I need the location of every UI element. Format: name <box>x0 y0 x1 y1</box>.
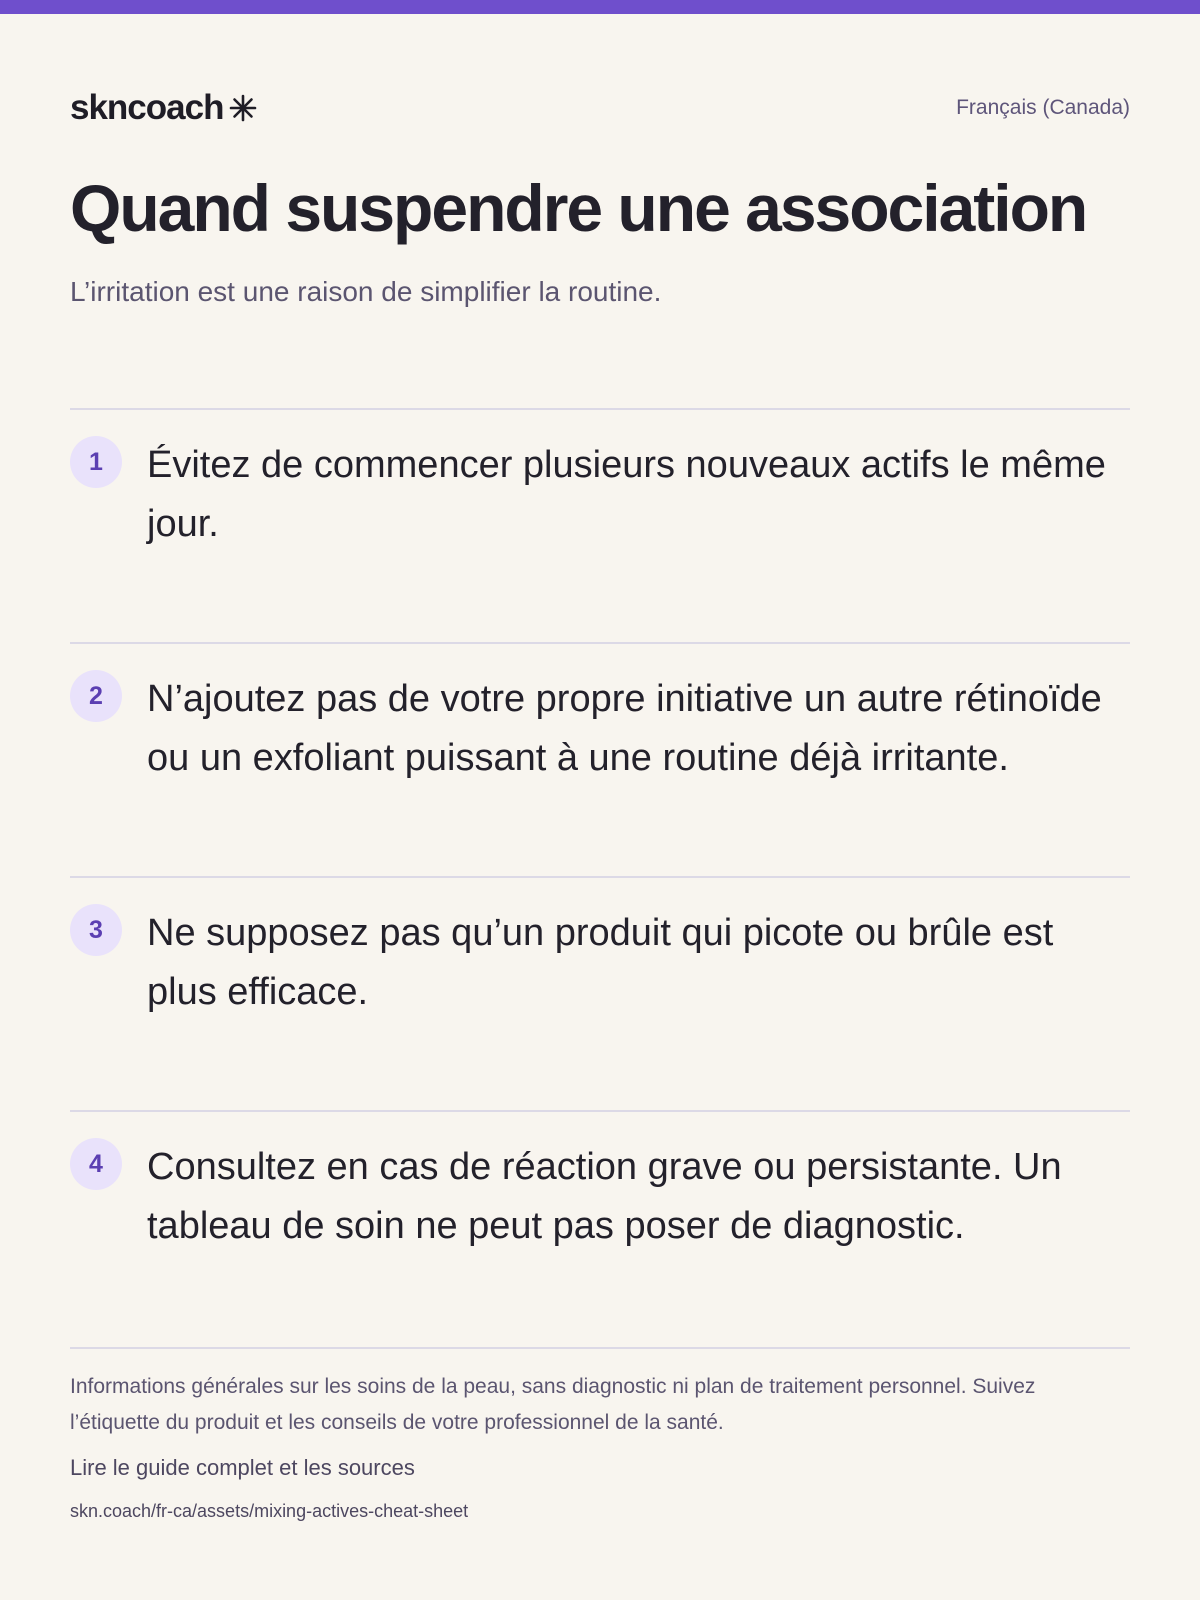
footer <box>70 1347 1130 1524</box>
asterisk-icon <box>229 94 257 122</box>
step-number-badge: 2 <box>70 670 122 722</box>
logo-text: skncoach <box>70 88 224 127</box>
list-item <box>70 408 1130 545</box>
list-item <box>70 876 1130 1013</box>
list-item-text: Ne supposez pas qu’un produit qui picote ou brûle est plus efficace. <box>147 912 1054 1013</box>
list-item <box>70 1110 1130 1247</box>
step-number-badge: 1 <box>70 436 122 488</box>
list-item <box>70 642 1130 779</box>
page-subtitle: L’irritation est une raison de simplifier la routine. <box>70 276 662 307</box>
disclaimer-text: Informations générales sur les soins de la peau, sans diagnostic ni plan de traitement personnel. Suivez l’étiquette du produit et les conseils de votre professionnel de la santé. <box>70 1375 1036 1434</box>
language-label[interactable]: Français (Canada) <box>956 96 1130 119</box>
list-item-text: Évitez de commencer plusieurs nouveaux actifs le même jour. <box>147 444 1106 545</box>
header <box>70 86 1130 130</box>
full-guide-link[interactable]: Lire le guide complet et les sources <box>70 1455 415 1480</box>
list-item-text: Consultez en cas de réaction grave ou persistante. Un tableau de soin ne peut pas poser de diagnostic. <box>147 1146 1062 1247</box>
list-item-text: N’ajoutez pas de votre propre initiative un autre rétinoïde ou un exfoliant puissant à une routine déjà irritante. <box>147 678 1102 779</box>
step-number-badge: 4 <box>70 1138 122 1190</box>
logo[interactable] <box>70 88 257 128</box>
step-number-badge: 3 <box>70 904 122 956</box>
source-url[interactable]: skn.coach/fr-ca/assets/mixing-actives-cheat-sheet <box>70 1501 469 1521</box>
page-title: Quand suspendre une association <box>70 171 1087 245</box>
accent-top-bar <box>0 0 1200 14</box>
